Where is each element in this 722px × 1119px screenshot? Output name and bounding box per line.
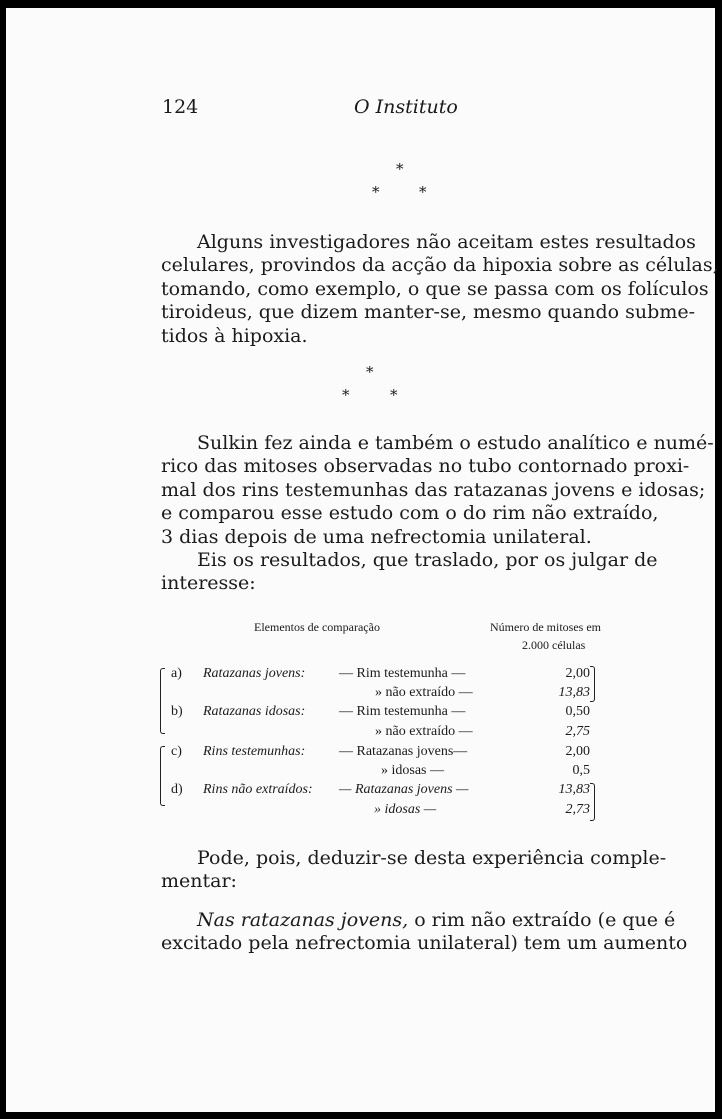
row-subject: Rins não extraídos: [203,782,313,797]
text-line: mal dos rins testemunhas das ratazanas jovens e idosas; [161,478,706,501]
row-description: » não extraído — [375,724,473,739]
text-line: tidos à hipoxia. [161,324,308,347]
text-line: celulares, provindos da acção da hipoxia sobre as células, [161,254,719,277]
row-value: 2,75 [565,724,590,739]
row-description: — Ratazanas jovens — [339,782,469,797]
table-row [6,666,715,686]
text-line: interesse: [161,572,256,595]
text-line: Alguns investigadores não aceitam estes resultados [197,231,696,253]
running-title: O Instituto [354,96,458,118]
document-page [6,8,719,1112]
row-description: — Rim testemunha — [339,666,466,681]
text-line: excitado pela nefrectomia unilateral) tem um aumento [161,932,688,955]
row-description: » idosas — [374,802,437,817]
asterism-star: * [419,183,427,201]
row-value: 13,83 [558,782,590,797]
paragraph-hipoxia [161,231,719,348]
asterism-star: * [390,386,398,404]
row-subject: Ratazanas jovens: [203,666,306,681]
paragraph-sulkin [161,432,714,549]
table-row [6,704,715,724]
text-line: tomando, como exemplo, o que se passa com os folículos [161,277,709,300]
row-label: d) [171,782,183,797]
text-line: Eis os resultados, que traslado, por os julgar de [197,549,658,571]
paragraph-resultados [161,549,658,596]
row-description: — Ratazanas jovens— [339,744,468,759]
table-header-numero: Número de mitoses em [490,620,601,634]
table-header-elementos: Elementos de comparação [254,620,380,634]
row-label: c) [171,744,182,759]
table-row [6,685,715,705]
paragraph-ratazanas-jovens [161,909,688,956]
row-value: 2,00 [565,744,590,759]
row-subject: Rins testemunhas: [203,744,306,759]
text-fragment: o rim não extraído (e que é [408,909,676,931]
row-subject: Ratazanas idosas: [203,704,306,719]
row-description: » idosas — [381,763,444,778]
row-label: a) [171,666,182,681]
row-value: 13,83 [558,685,590,700]
table-row [6,802,715,822]
text-line: mentar: [161,870,237,893]
asterism-star: * [372,183,380,201]
table-row [6,782,715,802]
text-line: Pode, pois, deduzir-se desta experiência comple- [197,847,667,869]
row-value: 0,5 [572,763,590,778]
row-value: 2,00 [565,666,590,681]
text-line: rico das mitoses observadas no tubo contornado proxi- [161,455,690,478]
paragraph-deduzir [161,847,667,894]
asterism-star: * [396,160,404,178]
row-value: 2,73 [565,802,590,817]
table-header-celulas: 2.000 células [522,638,586,652]
table-row [6,744,715,764]
table-row [6,724,715,744]
row-label: b) [171,704,183,719]
text-line: e comparou esse estudo com o do rim não extraído, [161,502,659,525]
page-number: 124 [162,96,199,118]
row-value: 0,50 [565,704,590,719]
row-description: » não extraído — [375,685,473,700]
text-line: tiroideus, que dizem manter-se, mesmo quando subme- [161,301,695,324]
text-line [161,909,676,932]
text-line: 3 dias depois de uma nefrectomia unilateral. [161,525,592,548]
table-row [6,763,715,783]
asterism-star: * [366,363,374,381]
row-description: — Rim testemunha — [339,704,466,719]
text-line: Sulkin fez ainda e também o estudo analítico e numé- [197,432,714,454]
asterism-star: * [342,386,350,404]
italic-lead: Nas ratazanas jovens, [197,909,409,931]
